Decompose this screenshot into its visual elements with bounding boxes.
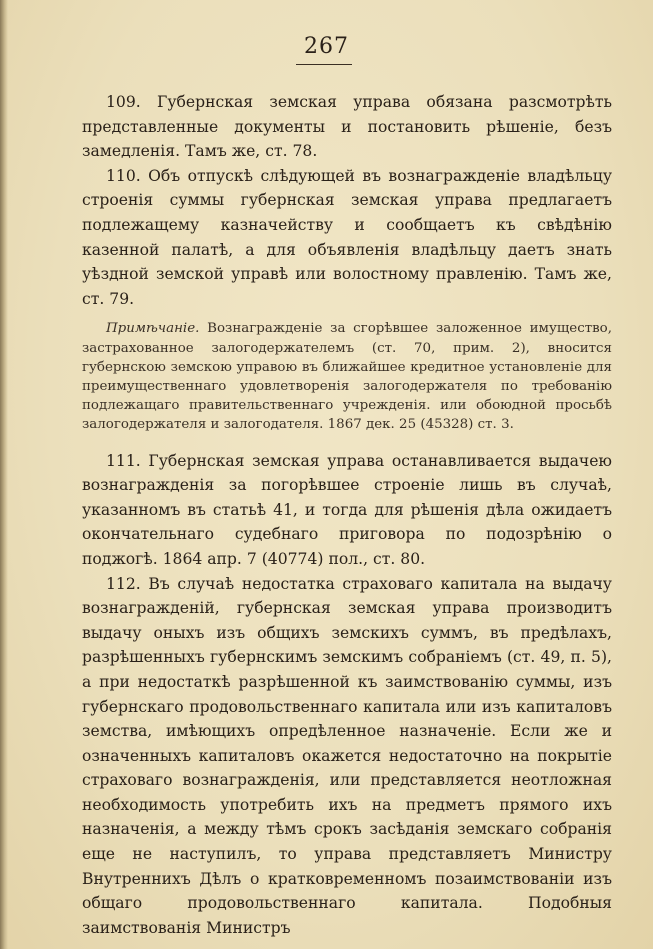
article-111: 111. Губернская земская управа останавливается выдачею вознагражденія за погорѣвшее строеніе лишь въ случаѣ, указанномъ въ статьѣ 41, и тогда для рѣшенія дѣла ожидаетъ окончательнаго судебнаго приговора по подозрѣнію о поджогѣ. 1864 апр. 7 (40774) пол., ст. 80.: [82, 451, 612, 568]
article-110-note: [82, 319, 612, 434]
page-body: [82, 90, 612, 940]
page-binding-edge: [0, 0, 8, 949]
page-number-rule: [296, 64, 352, 65]
note-text: Вознагражденіе за сгорѣвшее заложенное имущество, застрахованное залогодержателемъ (ст. 70, прим. 2), вносится губернскою земскою управою въ ближайшее кредитное установленіе для преимущественнаго удовлетворенія залогодержателя по требованію подлежащаго правительственнаго учрежденія. или обоюдной просьбѣ залогодержателя и залогодателя. 1867 дек. 25 (45328) ст. 3.: [82, 321, 612, 433]
article-110: 110. Объ отпускѣ слѣдующей въ вознагражденіе владѣльцу строенія суммы губернская земская управа предлагаетъ подлежащему казначейству и сообщаетъ къ свѣдѣнію казенной палатѣ, а для объявленія владѣльцу даетъ знать уѣздной земской управѣ или волостному правленію. Тамъ же, ст. 79.: [82, 166, 612, 308]
article-112: 112. Въ случаѣ недостатка страховаго капитала на выдачу вознагражденій, губернская земская управа производитъ выдачу оныхъ изъ общихъ земскихъ суммъ, въ предѣлахъ, разрѣшенныхъ губернскимъ земскимъ собраніемъ (ст. 49, п. 5), а при недостаткѣ разрѣшенной къ заимствованію суммы, изъ губернскаго продовольственнаго капитала или изъ капиталовъ земства, имѣющихъ опредѣленное назначеніе. Если же и означенныхъ капиталовъ окажется недостаточно на покрытіе страховаго вознагражденія, или представляется неотложная необходимость употребить ихъ на предметъ прямого ихъ назначенія, а между тѣмъ срокъ засѣданія земскаго собранія еще не наступилъ, то управа представляетъ Министру Внутреннихъ Дѣлъ о кратковременномъ позаимствованіи изъ общаго продовольственнаго капитала. Подобныя заимствованія Министръ: [82, 574, 612, 937]
note-label: Примѣчаніе.: [106, 321, 200, 337]
page-number: 267: [304, 34, 349, 59]
article-109: 109. Губернская земская управа обязана разсмотрѣть представленные документы и постановить рѣшеніе, безъ замедленія. Тамъ же, ст. 78.: [82, 93, 612, 161]
